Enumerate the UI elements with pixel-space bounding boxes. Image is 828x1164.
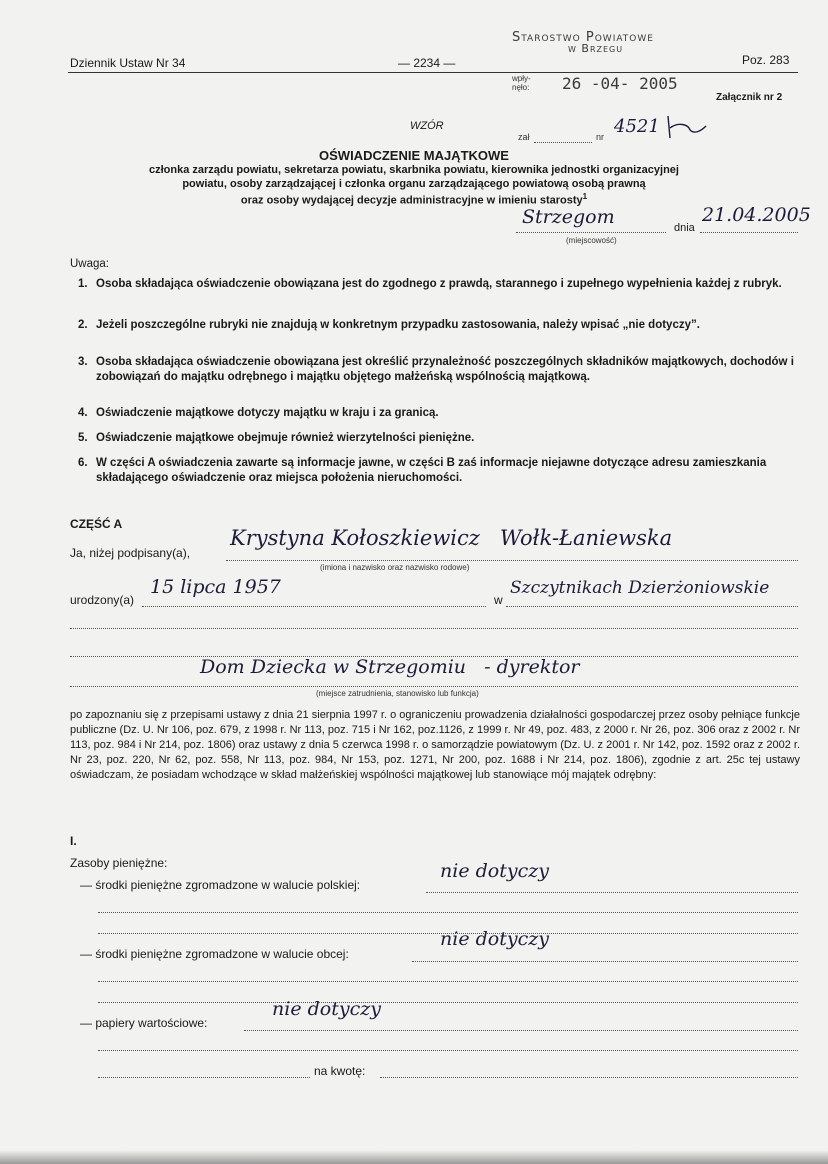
note-text: Osoba składająca oświadczenie obowiązana jest określić przynależność poszczególnych składników majątkowych, dochodów i zobowiązań do majątku odrębnego i majątku objętego małżeńską wspólnością majątkową.	[96, 356, 794, 383]
stamp-city: w Brzegu	[568, 42, 624, 55]
zal-label: zał	[518, 132, 530, 142]
note-text: Jeżeli poszczególne rubryki nie znajdują w konkretnym przypadku zastosowania, należy wpisać „nie dotyczy”.	[96, 319, 700, 331]
pln-funds-label: — środki pieniężne zgromadzone w walucie polskiej:	[80, 878, 361, 892]
page-number: — 2234 —	[398, 56, 456, 70]
name-value: Krystyna Kołoszkiewicz Wołk-Łaniewska	[230, 526, 673, 550]
note-num: 5.	[78, 432, 88, 444]
note-num: 1.	[78, 278, 88, 290]
place-caption: (miejscowość)	[566, 236, 617, 245]
born-in-label: w	[494, 593, 503, 607]
stamp-received-date: 26 -04- 2005	[562, 74, 678, 93]
nr-label: nr	[596, 132, 605, 142]
born-date-value: 15 lipca 1957	[150, 576, 281, 598]
workplace-caption: (miejsce zatrudnienia, stanowisko lub funkcja)	[316, 689, 479, 698]
note-text: Oświadczenie majątkowe dotyczy majątku w kraju i za granicą.	[96, 407, 439, 419]
subtitle-text: oraz osoby wydającej decyzje administracyjne w imieniu starosty	[240, 194, 583, 207]
form-title: OŚWIADCZENIE MAJĄTKOWE	[319, 148, 509, 163]
journal-name: Dziennik Ustaw Nr 34	[70, 56, 186, 70]
scan-edge-shadow	[0, 1150, 828, 1164]
born-place-value: Szczytnikach Dzierżoniowskie	[510, 578, 770, 598]
footnote-mark: 1	[582, 192, 588, 201]
signed-label: Ja, niżej podpisany(a),	[70, 546, 191, 560]
form-subtitle-line2: powiatu, osoby zarządzającej i członka organu zarządzającego powiatową osobą prawną	[182, 178, 646, 190]
stamp-office: Starostwo Powiatowe	[512, 30, 654, 45]
note-num: 3.	[78, 356, 88, 368]
note-num: 2.	[78, 319, 88, 331]
stamp-signature-mark	[660, 112, 710, 142]
wzor-label: WZÓR	[410, 120, 444, 132]
date-label: dnia	[674, 222, 695, 234]
header-rule	[68, 72, 798, 73]
note-num: 6.	[78, 457, 88, 469]
note-num: 4.	[78, 407, 88, 419]
place-value: Strzegom	[522, 206, 615, 228]
section-roman: I.	[70, 834, 77, 848]
section-heading: Zasoby pieniężne:	[70, 856, 168, 870]
note-text: Oświadczenie majątkowe obejmuje również wierzytelności pieniężne.	[96, 432, 475, 444]
form-subtitle-line1: członka zarządu powiatu, sekretarza powiatu, skarbnika powiatu, kierownika jednostki organizacyjnej	[149, 164, 679, 176]
registration-number: 4521	[614, 116, 660, 137]
born-label: urodzony(a)	[70, 593, 135, 607]
part-a-heading: CZĘŚĆ A	[70, 517, 123, 531]
stamp-received-label: wpły- nęło:	[512, 74, 531, 92]
note-text: Osoba składająca oświadczenie obowiązana jest do zgodnego z prawdą, starannego i zupełnego wypełnienia każdej z rubryk.	[96, 278, 782, 290]
legal-paragraph: po zapoznaniu się z przepisami ustawy z dnia 21 sierpnia 1997 r. o ograniczeniu prowadzenia działalności gospodarczej przez osoby pełniące funkcje publiczne (Dz. U. Nr 106, poz. 679, z 1998 r. Nr 113, poz. 715 i Nr 162, poz.1126, z 1999 r. Nr 49, poz. 483, z 2000 r. Nr 26, poz. 306 oraz z 2002 r. Nr 113, poz. 984 i Nr 214, poz. 1806) oraz ustawy z dnia 5 czerwca 1998 r. o samorządzie powiatowym (Dz. U. z 2001 r. Nr 142, poz. 1592 oraz z 2002 r. Nr 23, poz. 220, Nr 62, poz. 558, Nr 113, poz. 984, Nr 153, poz. 1271, Nr 200, poz. 1688 i Nr 214, poz. 1806), zgodnie z art. 25c tej ustawy oświadczam, że posiadam wchodzące w skład małżeńskiej wspólności majątkowej lub stanowiące mój majątek odrębny:	[70, 709, 800, 781]
workplace-value: Dom Dziecka w Strzegomiu - dyrektor	[200, 656, 580, 678]
name-caption: (imiona i nazwisko oraz nazwisko rodowe)	[320, 563, 470, 572]
fx-funds-value: nie dotyczy	[440, 928, 549, 950]
securities-label: — papiery wartościowe:	[80, 1016, 208, 1030]
attachment-label: Załącznik nr 2	[716, 92, 783, 103]
note-text: W części A oświadczenia zawarte są informacje jawne, w części B zaś informacje niejawne dotyczące adresu zamieszkania składającego oświadczenie oraz miejsca położenia nieruchomości.	[96, 457, 767, 484]
position-number: Poz. 283	[742, 53, 790, 67]
pln-funds-value: nie dotyczy	[440, 860, 549, 882]
notes-heading: Uwaga:	[70, 258, 109, 270]
date-value: 21.04.2005	[702, 204, 811, 226]
amount-label: na kwotę:	[314, 1064, 366, 1078]
securities-value: nie dotyczy	[272, 998, 381, 1020]
fx-funds-label: — środki pieniężne zgromadzone w walucie obcej:	[80, 947, 349, 961]
